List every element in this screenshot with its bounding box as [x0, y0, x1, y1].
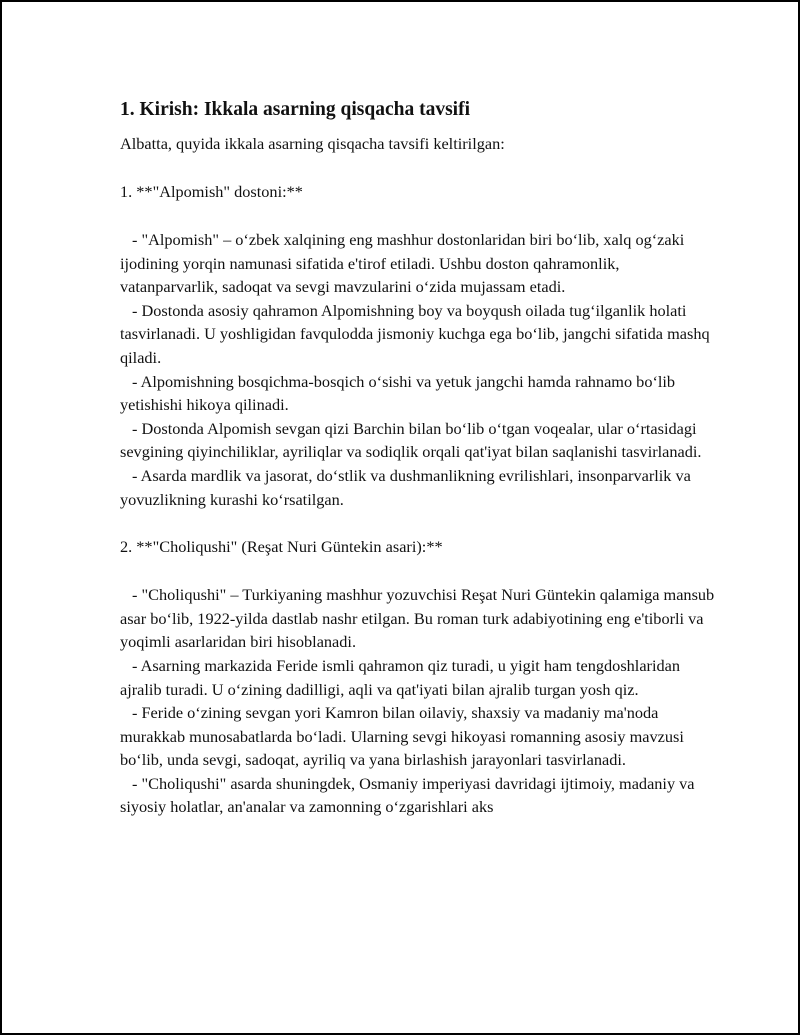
intro-text: Albatta, quyida ikkala asarning qisqacha tavsifi keltirilgan:	[120, 134, 505, 153]
paragraph-text: - "Choliqushi" – Turkiyaning mashhur yozuvchisi Reşat Nuri Güntekin qalamiga mansub asar bo‘lib, 1922-yilda dastlab nashr etilgan. Bu roman turk adabiyotining eng e'tiborli va yoqimli asarlaridan biri hisoblanadi.	[120, 585, 715, 652]
paragraph-text: - Asarning markazida Feride ismli qahramon qiz turadi, u yigit ham tengdoshlaridan ajralib turadi. U o‘zining dadilligi, aqli va qat'iyati bilan ajralib turgan yosh qiz.	[120, 655, 680, 699]
paragraph	[120, 417, 720, 464]
paragraph-text: - "Alpomish" – o‘zbek xalqining eng mashhur dostonlaridan biri bo‘lib, xalq og‘zaki ijodining yorqin namunasi sifatida e'tirof etiladi. Ushbu doston qahramonlik, vatanparvarlik, sadoqat va sevgi mavzularini o‘zida mujassam etadi.	[120, 230, 685, 297]
document-content	[120, 98, 720, 843]
paragraph-text: - Dostonda Alpomish sevgan qizi Barchin bilan bo‘lib o‘tgan voqealar, ular o‘rtasidagi sevgining qiyinchiliklar, ayriliqlar va sodiqlik orqali qat'iyat bilan saqlanishi tasvirlanadi.	[120, 418, 702, 462]
paragraph	[120, 654, 720, 701]
section-alpomish	[120, 180, 720, 511]
paragraph	[120, 228, 720, 299]
paragraph	[120, 464, 720, 511]
page-title: 1. Kirish: Ikkala asarning qisqacha tavsifi	[120, 99, 470, 120]
paragraph	[120, 370, 720, 417]
paragraph-text: - Asarda mardlik va jasorat, do‘stlik va dushmanlikning evrilishlari, insonparvarlik va yovuzlikning kurashi ko‘rsatilgan.	[120, 465, 691, 509]
section-title: 1. **"Alpomish" dostoni:**	[120, 182, 303, 201]
paragraph	[120, 701, 720, 772]
paragraph	[120, 772, 720, 819]
paragraph-text: - "Choliqushi" asarda shuningdek, Osmaniy imperiyasi davridagi ijtimoiy, madaniy va siyosiy holatlar, an'analar va zamonning o‘zgarishlari aks	[120, 773, 695, 817]
paragraph	[120, 299, 720, 370]
section-title: 2. **"Choliqushi" (Reşat Nuri Güntekin asari):**	[120, 537, 443, 557]
paragraph-text: - Feride o‘zining sevgan yori Kamron bilan oilaviy, shaxsiy va madaniy ma'noda murakkab munosabatlarda bo‘ladi. Ularning sevgi hikoyasi romanning asosiy mavzusi bo‘lib, unda sevgi, sadoqat, ayriliq va yana birlashish jarayonlari tasvirlanadi.	[120, 703, 684, 770]
paragraph-text: - Alpomishning bosqichma-bosqich o‘sishi va yetuk jangchi hamda rahnamo bo‘lib yetishishi hikoya qilinadi.	[120, 371, 676, 415]
paragraph	[120, 583, 720, 654]
section-choliqushi	[120, 535, 720, 819]
paragraph-text: - Dostonda asosiy qahramon Alpomishning boy va boyqush oilada tug‘ilganlik holati tasvirlanadi. U yoshligidan favqulodda jismoniy kuchga ega bo‘lib, jangchi sifatida mashq qiladi.	[120, 300, 710, 367]
